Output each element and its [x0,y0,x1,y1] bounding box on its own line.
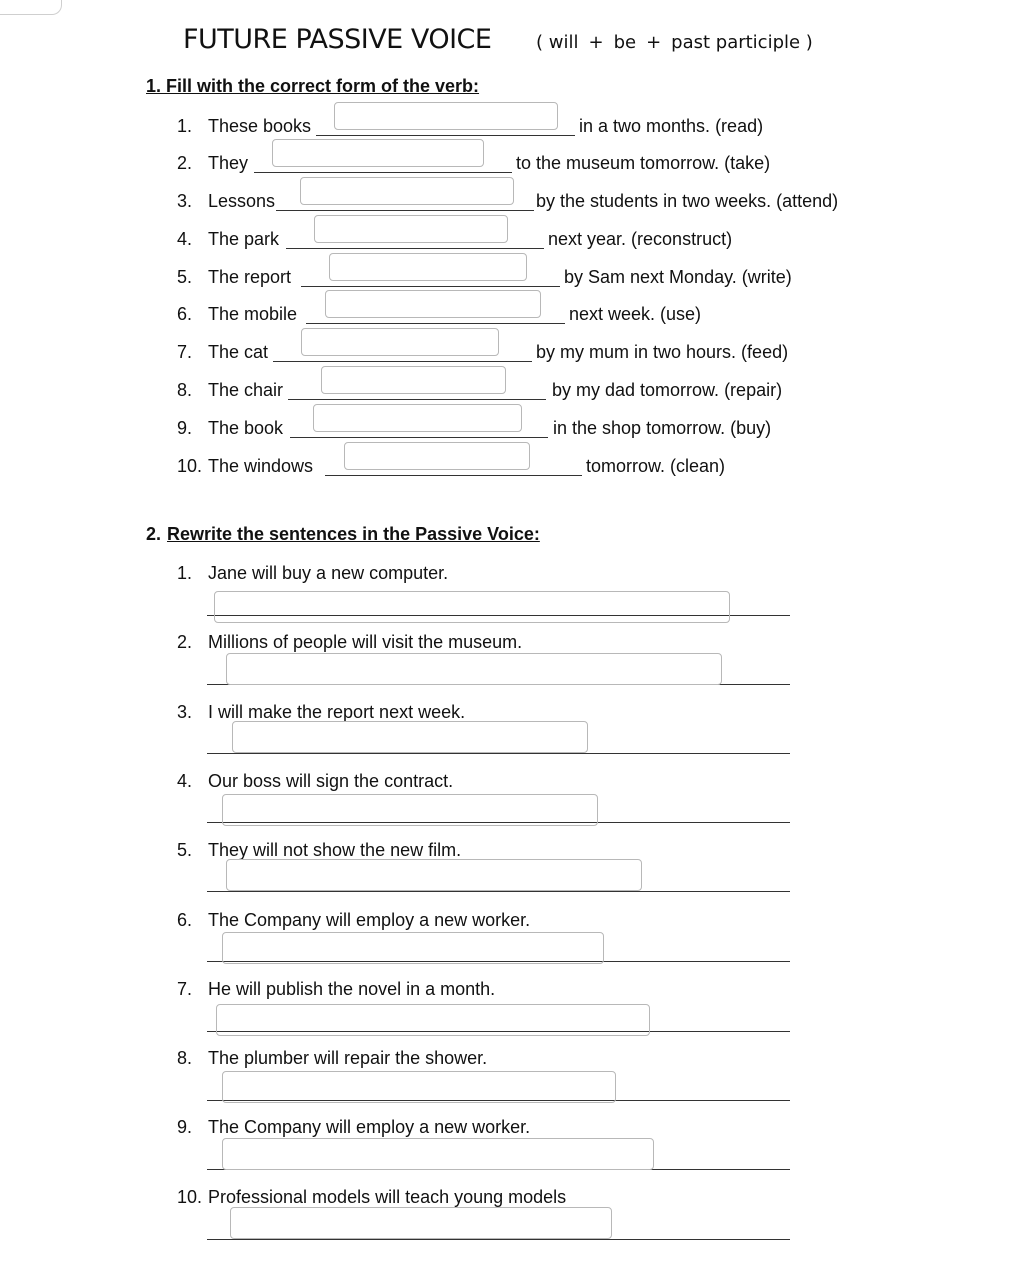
item-subject: The cat [208,342,269,362]
answer-underline [254,172,512,173]
rewrite-input-1[interactable] [214,591,730,623]
answer-input-3[interactable] [300,177,514,205]
source-sentence: The plumber will repair the shower. [208,1048,488,1068]
source-sentence: He will publish the novel in a month. [208,979,496,999]
sentence-number: 5. [177,840,193,860]
item-remainder: in a two months. (read) [579,116,764,136]
answer-input-4[interactable] [314,215,508,243]
answer-input-9[interactable] [313,404,522,432]
sentence-number: 10. [177,1187,203,1207]
section2-heading: 2. Rewrite the sentences in the Passive Voice: [146,524,540,544]
answer-input-6[interactable] [325,290,541,318]
item-subject: These books [208,116,312,136]
item-remainder: tomorrow. (clean) [586,456,726,476]
rewrite-input-4[interactable] [222,794,598,826]
item-remainder: by the students in two weeks. (attend) [536,191,839,211]
item-number: 4. [177,229,193,249]
answer-underline [290,437,548,438]
formula-hint: ( will + be + past participle ) [536,32,813,53]
source-sentence: The Company will employ a new worker. [208,910,531,930]
item-number: 1. [177,116,193,136]
source-sentence: Millions of people will visit the museum. [208,632,523,652]
item-remainder: by my dad tomorrow. (repair) [552,380,783,400]
item-subject: The book [208,418,284,438]
collapse-button[interactable] [0,0,62,15]
item-remainder: by Sam next Monday. (write) [564,267,792,287]
answer-underline [325,475,582,476]
sentence-number: 2. [177,632,193,652]
item-number: 9. [177,418,193,438]
source-sentence: Our boss will sign the contract. [208,771,454,791]
item-number: 5. [177,267,193,287]
answer-underline [288,399,546,400]
item-subject: Lessons [208,191,276,211]
answer-input-1[interactable] [334,102,558,130]
answer-underline [301,286,560,287]
source-sentence: The Company will employ a new worker. [208,1117,531,1137]
item-remainder: by my mum in two hours. (feed) [536,342,789,362]
page-title: FUTURE PASSIVE VOICE [183,24,492,55]
rewrite-input-6[interactable] [222,932,604,964]
sentence-number: 4. [177,771,193,791]
answer-input-5[interactable] [329,253,527,281]
item-number: 6. [177,304,193,324]
rewrite-input-9[interactable] [222,1138,654,1170]
item-remainder: in the shop tomorrow. (buy) [553,418,772,438]
source-sentence: Professional models will teach young models [208,1187,567,1207]
source-sentence: They will not show the new film. [208,840,462,860]
answer-underline [316,135,575,136]
answer-underline [273,361,532,362]
item-subject: The chair [208,380,284,400]
rewrite-input-10[interactable] [230,1207,612,1239]
item-subject: The park [208,229,280,249]
answer-input-8[interactable] [321,366,506,394]
answer-underline [286,248,544,249]
sentence-number: 9. [177,1117,193,1137]
rewrite-underline [207,753,790,754]
item-number: 3. [177,191,193,211]
section1-heading: 1. Fill with the correct form of the verb: [146,76,480,96]
item-subject: The windows [208,456,314,476]
answer-underline [276,210,534,211]
item-remainder: to the museum tomorrow. (take) [516,153,771,173]
source-sentence: Jane will buy a new computer. [208,563,449,583]
item-remainder: next year. (reconstruct) [548,229,733,249]
answer-input-7[interactable] [301,328,499,356]
item-number: 8. [177,380,193,400]
item-subject: The mobile [208,304,298,324]
item-remainder: next week. (use) [569,304,702,324]
sentence-number: 1. [177,563,193,583]
sentence-number: 7. [177,979,193,999]
answer-underline [306,323,565,324]
answer-input-10[interactable] [344,442,530,470]
item-subject: The report [208,267,292,287]
item-subject: They [208,153,249,173]
rewrite-input-7[interactable] [216,1004,650,1036]
chevron-up-icon [17,0,33,5]
sentence-number: 8. [177,1048,193,1068]
item-number: 10. [177,456,203,476]
item-number: 7. [177,342,193,362]
sentence-number: 3. [177,702,193,722]
rewrite-input-2[interactable] [226,653,722,685]
rewrite-underline [207,891,790,892]
sentence-number: 6. [177,910,193,930]
rewrite-underline [207,1239,790,1240]
rewrite-input-5[interactable] [226,859,642,891]
rewrite-input-3[interactable] [232,721,588,753]
source-sentence: I will make the report next week. [208,702,466,722]
item-number: 2. [177,153,193,173]
rewrite-input-8[interactable] [222,1071,616,1103]
answer-input-2[interactable] [272,139,484,167]
